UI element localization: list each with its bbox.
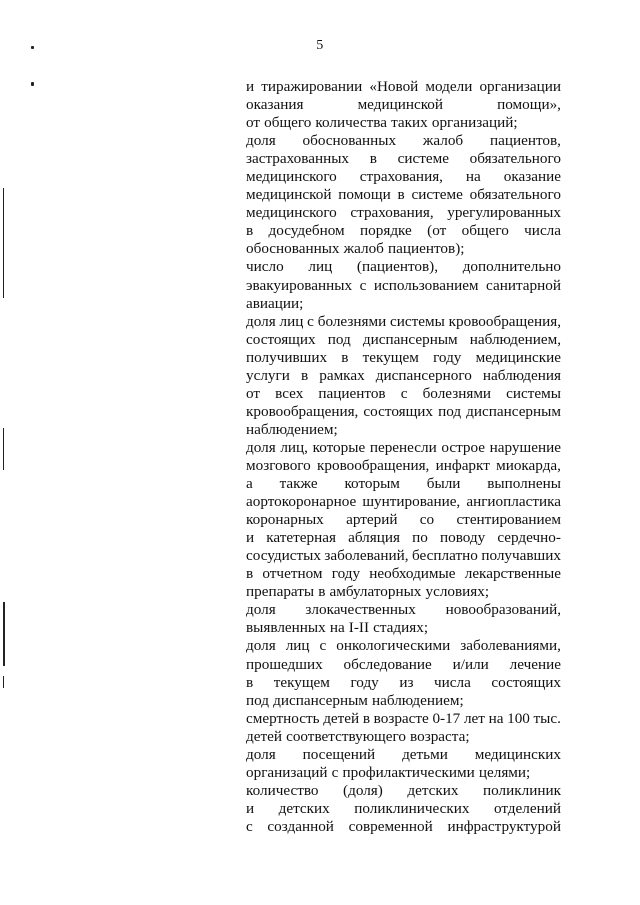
word: поликлиник: [483, 781, 561, 799]
word: системе: [397, 150, 449, 168]
word: использованием: [373, 276, 479, 294]
word: выявленных: [246, 619, 326, 637]
text-line: [246, 728, 561, 746]
word: в: [397, 186, 405, 204]
word: медицинской: [357, 96, 444, 114]
word: застрахованных: [246, 150, 350, 168]
word: общего: [461, 222, 509, 240]
text-line: [246, 295, 561, 313]
word: число: [246, 258, 284, 276]
word: услуги: [246, 366, 290, 384]
word: отчетном: [262, 565, 323, 583]
word: обследование: [343, 655, 432, 673]
word: обязательного: [469, 150, 561, 168]
word: смертность: [246, 709, 320, 727]
text-line: [246, 421, 561, 439]
word: на: [465, 168, 481, 186]
word: со: [419, 511, 435, 529]
word: жалоб: [422, 132, 464, 150]
word: и: [246, 78, 255, 95]
text-line: [246, 403, 561, 421]
word: которым: [344, 475, 400, 493]
text-line: [246, 96, 561, 114]
word: жалоб: [343, 240, 384, 258]
word: поводу: [439, 529, 486, 547]
text-line: [246, 313, 561, 331]
text-line: [246, 692, 561, 710]
word: доля: [246, 745, 276, 763]
word: с: [359, 276, 367, 294]
word: инфаркт: [435, 456, 490, 474]
word: шунтирование,: [362, 493, 461, 511]
word: текущем: [273, 673, 330, 691]
word: в: [300, 366, 309, 384]
word: рамках: [319, 366, 365, 384]
text-line: [246, 583, 561, 601]
word: аортокоронарное: [246, 493, 357, 511]
word: состоящих: [363, 402, 434, 420]
word: числа: [524, 222, 561, 240]
word: медицинских: [474, 745, 561, 763]
word: соответствующего: [286, 727, 406, 745]
scan-margin-mark: [3, 428, 4, 470]
word: детей: [246, 727, 282, 745]
word: прошедших: [246, 655, 323, 673]
body-text: [246, 78, 561, 836]
text-line: [246, 114, 561, 132]
word: организации: [479, 78, 561, 95]
page-number: 5: [316, 38, 324, 53]
word: выполнены: [487, 475, 561, 493]
word: диспансерного: [375, 366, 472, 384]
word: 100: [507, 709, 530, 727]
word: которые: [312, 438, 366, 456]
word: (пациентов),: [356, 258, 439, 276]
word: текущем: [362, 348, 419, 366]
word: страхования,: [350, 204, 434, 222]
text-line: [246, 800, 561, 818]
word: обязательного: [469, 186, 561, 204]
word: были: [426, 475, 461, 493]
word: условиях;: [425, 583, 490, 601]
word: коронарных: [246, 511, 324, 529]
word: ангиопластика: [466, 493, 561, 511]
text-line: [246, 565, 561, 583]
word: на: [329, 619, 345, 637]
word: болезнями: [317, 312, 387, 330]
word: наблюдением,: [469, 330, 561, 348]
word: абляция: [348, 529, 400, 547]
word: детей: [323, 709, 360, 727]
word: возраста;: [410, 727, 470, 745]
text-line: [246, 222, 561, 240]
text-line: [246, 168, 561, 186]
word: детских: [407, 781, 459, 799]
text-line: [246, 764, 561, 782]
word: миокарда,: [496, 456, 561, 474]
word: инфраструктурой: [447, 817, 561, 835]
word: детьми: [402, 745, 448, 763]
word: целями;: [478, 763, 531, 781]
word: отделений: [493, 799, 561, 817]
word: доля: [246, 637, 276, 655]
word: заболеваний,: [324, 547, 409, 565]
word: страхования,: [359, 168, 443, 186]
word: перенесли: [369, 438, 437, 456]
word: современной: [348, 817, 433, 835]
word: наблюдения: [482, 366, 561, 384]
word: системы: [506, 384, 561, 402]
word: оказание: [503, 168, 561, 186]
word: тыс.: [533, 709, 561, 727]
word: системы: [390, 312, 445, 330]
word: санитарной: [486, 276, 561, 294]
word: от: [246, 384, 261, 402]
word: обоснованных: [246, 240, 340, 258]
word: году: [331, 565, 361, 583]
word: острое: [441, 438, 486, 456]
word: урегулированных: [447, 204, 561, 222]
word: артерий: [346, 511, 398, 529]
word: в: [318, 583, 326, 601]
word: кровообращения,: [448, 312, 561, 330]
text-line: [246, 818, 561, 836]
word: состоящих: [246, 330, 316, 348]
text-line: [246, 782, 561, 800]
word: кровообращения,: [317, 456, 430, 474]
text-line: [246, 186, 561, 204]
word: медицинского: [246, 168, 337, 186]
text-line: [246, 385, 561, 403]
word: организаций;: [431, 114, 518, 132]
word: злокачественных: [305, 601, 416, 619]
word: катетерная: [266, 529, 336, 547]
text-line: [246, 511, 561, 529]
word: с: [331, 763, 339, 781]
word: а: [246, 475, 253, 493]
text-line: [246, 475, 561, 493]
text-line: [246, 331, 561, 349]
word: 0-17: [432, 709, 461, 727]
word: на: [488, 709, 504, 727]
word: авиации;: [246, 294, 304, 312]
text-line: [246, 674, 561, 692]
word: также: [279, 475, 318, 493]
scan-speck: [31, 82, 34, 86]
word: под: [246, 691, 270, 709]
word: обоснованных: [302, 132, 397, 150]
word: лиц,: [280, 438, 308, 456]
word: пациентов);: [388, 240, 465, 258]
word: числа: [434, 673, 471, 691]
word: в: [246, 565, 254, 583]
word: пациентов,: [489, 132, 561, 150]
word: стадиях;: [373, 619, 429, 637]
word: профилактическими: [342, 763, 475, 781]
word: заболеваниями,: [460, 637, 561, 655]
word: доля: [246, 132, 276, 150]
word: получавших: [481, 547, 561, 565]
text-line: [246, 601, 561, 619]
word: в: [369, 150, 377, 168]
word: таких: [391, 114, 428, 132]
scan-margin-mark: [3, 676, 4, 688]
word: наблюдением;: [372, 691, 464, 709]
word: новообразований,: [445, 601, 561, 619]
text-line: [246, 132, 561, 150]
text-line: [246, 710, 561, 728]
word: стентированием: [456, 511, 561, 529]
word: в: [362, 709, 370, 727]
text-line: [246, 367, 561, 385]
scan-margin-mark: [3, 602, 5, 666]
word: с: [400, 384, 408, 402]
word: помощи»,: [497, 96, 561, 114]
word: (доля): [343, 781, 383, 799]
word: и: [246, 529, 255, 547]
word: «Новой: [369, 78, 419, 95]
word: I-II: [348, 619, 370, 637]
text-line: [246, 619, 561, 637]
word: состоящих: [491, 673, 561, 691]
word: медицинской: [246, 186, 332, 204]
word: пациентов: [318, 384, 386, 402]
word: медицинского: [246, 204, 337, 222]
word: лиц: [279, 312, 304, 330]
text-line: [246, 529, 561, 547]
word: кровообращения,: [246, 402, 359, 420]
word: посещений: [302, 745, 376, 763]
word: порядке: [360, 222, 412, 240]
word: амбулаторных: [329, 583, 422, 601]
word: онкологическими: [336, 637, 451, 655]
word: досудебном: [268, 222, 345, 240]
word: количество: [246, 781, 319, 799]
word: диспансерным: [273, 691, 368, 709]
word: под: [438, 402, 462, 420]
word: доля: [246, 601, 276, 619]
word: оказания: [246, 96, 304, 114]
text-line: [246, 277, 561, 295]
word: препараты: [246, 583, 315, 601]
word: сердечно-: [497, 529, 561, 547]
word: возрасте: [373, 709, 429, 727]
word: доля: [246, 438, 276, 456]
word: в: [341, 348, 349, 366]
word: модели: [425, 78, 473, 95]
word: по: [412, 529, 428, 547]
word: получивших: [246, 348, 328, 366]
word: эвакуированных: [246, 276, 353, 294]
word: лекарственные: [464, 565, 561, 583]
word: лиц: [285, 637, 310, 655]
word: организаций: [246, 763, 328, 781]
scan-margin-mark: [3, 188, 4, 298]
text-line: [246, 457, 561, 475]
word: нарушение: [489, 438, 561, 456]
text-line: [246, 258, 561, 276]
text-line: [246, 493, 561, 511]
word: диспансерным: [466, 402, 561, 420]
word: диспансерным: [362, 330, 458, 348]
word: всех: [275, 384, 304, 402]
word: количества: [315, 114, 387, 132]
word: наблюдением;: [246, 420, 338, 438]
word: и/или: [452, 655, 489, 673]
word: лиц: [308, 258, 333, 276]
word: в: [246, 222, 254, 240]
text-line: [246, 150, 561, 168]
word: (от: [427, 222, 447, 240]
word: системе: [411, 186, 463, 204]
word: медицинские: [475, 348, 561, 366]
text-line: [246, 439, 561, 457]
word: болезнями: [422, 384, 492, 402]
word: с: [307, 312, 314, 330]
word: от: [246, 114, 261, 132]
word: бесплатно: [412, 547, 478, 565]
word: дополнительно: [462, 258, 561, 276]
word: году: [433, 348, 462, 366]
word: под: [327, 330, 351, 348]
text-line: [246, 637, 561, 655]
word: из: [399, 673, 414, 691]
text-line: [246, 349, 561, 367]
word: необходимые: [369, 565, 456, 583]
word: году: [350, 673, 379, 691]
word: помощи: [338, 186, 391, 204]
word: тиражировании: [261, 78, 363, 95]
text-line: [246, 547, 561, 565]
word: поликлинических: [354, 799, 470, 817]
text-line: [246, 78, 561, 96]
word: в: [246, 673, 254, 691]
word: лет: [463, 709, 485, 727]
text-line: [246, 746, 561, 764]
word: с: [246, 817, 253, 835]
word: детских: [278, 799, 330, 817]
word: лечение: [509, 655, 561, 673]
text-line: [246, 240, 561, 258]
word: доля: [246, 312, 276, 330]
word: мозгового: [246, 456, 311, 474]
text-line: [246, 204, 561, 222]
word: и: [246, 799, 255, 817]
text-line: [246, 656, 561, 674]
word: общего: [264, 114, 312, 132]
word: созданной: [267, 817, 334, 835]
word: сосудистых: [246, 547, 321, 565]
word: с: [319, 637, 327, 655]
